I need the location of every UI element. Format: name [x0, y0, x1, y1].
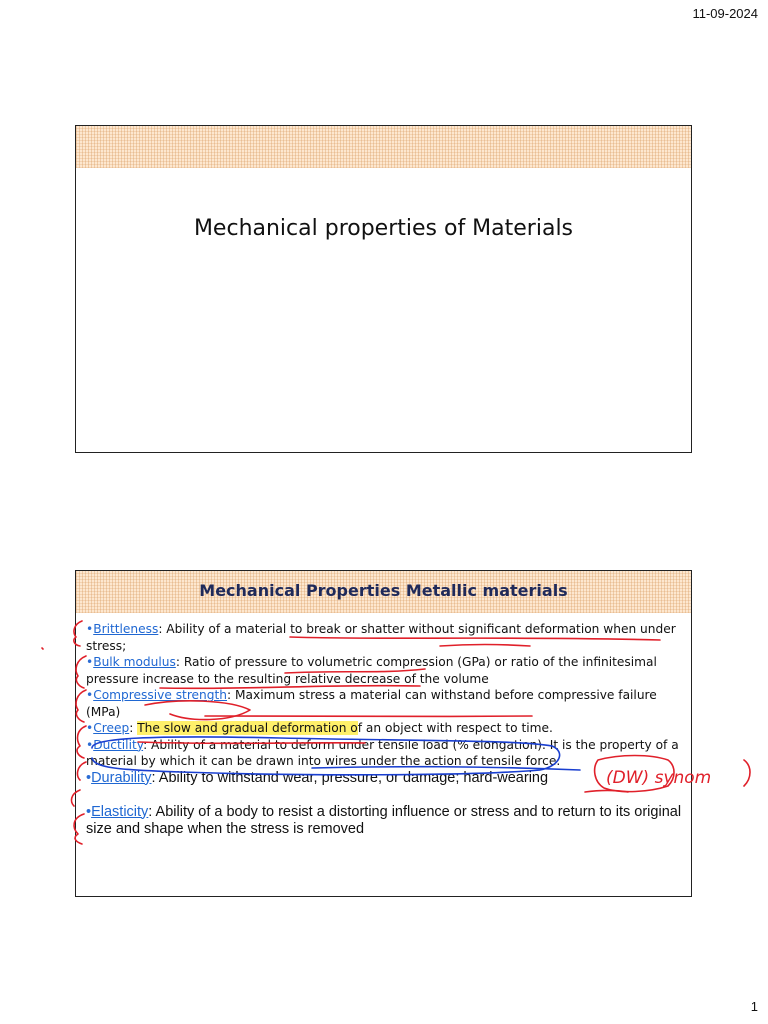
list-item-compressive-strength — [86, 687, 683, 720]
header-date: 11-09-2024 — [692, 6, 758, 21]
bullet: • — [86, 655, 94, 669]
slide-title — [75, 125, 692, 453]
list-item-elasticity — [86, 804, 683, 838]
bullet: • — [86, 721, 94, 735]
slide-heading: Mechanical Properties Metallic materials — [199, 581, 568, 600]
term-link[interactable]: Durability — [91, 769, 152, 786]
bullet: • — [86, 803, 92, 820]
definition-text: : Maximum stress a material can withstand before compressive failure (MPa) — [86, 688, 657, 719]
ink-bracket — [744, 760, 750, 786]
property-list — [86, 621, 683, 838]
definition-text: : Ability of a body to resist a distorting influence or stress and to return to its original size and shape when the stress is removed — [86, 803, 682, 837]
term-link[interactable]: Compressive strength — [93, 688, 228, 702]
page-number: 1 — [750, 999, 758, 1014]
slide-header-band — [76, 126, 691, 168]
list-item-bulk-modulus — [86, 654, 683, 687]
term-link[interactable]: Bulk modulus — [93, 655, 176, 669]
slide-title-text: Mechanical properties of Materials — [193, 216, 574, 241]
term-link[interactable]: Elasticity — [91, 803, 149, 820]
term-link[interactable]: Brittleness — [93, 622, 159, 636]
term-link[interactable]: Creep — [93, 721, 130, 735]
definition-text: : Ability to withstand wear, pressure, or damage; hard-wearing — [151, 769, 549, 786]
definition-text: f an object with respect to time. — [357, 721, 553, 735]
list-item-durability — [86, 770, 683, 787]
highlighted-text: The slow and gradual deformation o — [137, 721, 358, 735]
list-item-creep — [86, 720, 683, 737]
definition-text: : Ability of a material to break or shatter without significant deformation when under stress; — [86, 622, 676, 653]
definition-text: : Ratio of pressure to volumetric compression (GPa) or ratio of the infinitesimal pressure increase to the resulting relative decrease of the volume — [86, 655, 657, 686]
list-item-ductility — [86, 737, 683, 770]
definition-text: : — [129, 721, 138, 735]
bullet: • — [86, 737, 94, 752]
spacer — [86, 787, 683, 804]
list-item-brittleness — [86, 621, 683, 654]
bullet: • — [86, 622, 94, 636]
term-link[interactable]: Ductility — [93, 737, 144, 752]
slide-properties — [75, 570, 692, 897]
definition-text: : Ability of a material to deform under tensile load (% elongation). It is the property of a material by which it can be drawn into wires under the action of tensile force. — [86, 737, 679, 768]
handwritten-note: (DW) synom — [606, 768, 712, 788]
bullet: • — [86, 769, 92, 786]
bullet: • — [86, 688, 94, 702]
ink-dot — [42, 648, 43, 649]
